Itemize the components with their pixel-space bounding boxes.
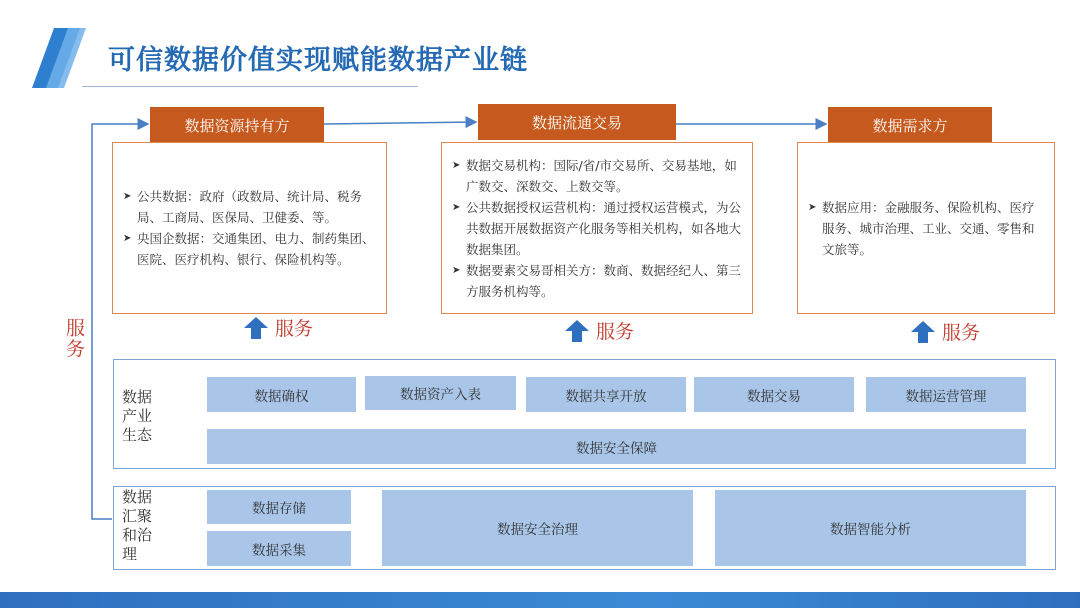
holder-item-soe: ➤ 央国企数据：交通集团、电力、制药集团、医院、医疗机构、银行、保险机构等。 — [123, 228, 376, 270]
holder-list — [123, 186, 376, 270]
exchange-item-institutions: ➤ 数据交易机构：国际/省/市交易所、交易基地，如广数交、深数交、上数交等。 — [452, 155, 742, 197]
demand-list — [808, 197, 1044, 260]
exchange-box — [441, 142, 753, 314]
bottom-bar — [0, 592, 1080, 608]
eco-item-trading: 数据交易 — [694, 377, 854, 412]
gov-analysis: 数据智能分析 — [715, 490, 1026, 566]
exchange-list — [452, 155, 742, 302]
up-arrow-icon — [243, 316, 269, 340]
service-label: 服务 — [275, 318, 314, 340]
holder-header: 数据资源持有方 — [150, 107, 324, 143]
side-service-label: 服务 — [63, 318, 85, 360]
exchange-item-parties: ➤ 数据要素交易哥相关方：数商、数据经纪人、第三方服务机构等。 — [452, 260, 742, 302]
service-demand — [910, 318, 980, 345]
demand-item-applications: ➤ 数据应用：金融服务、保险机构、医疗服务、城市治理、工业、交通、零售和文旅等。 — [808, 197, 1044, 260]
gov-collection: 数据采集 — [207, 531, 351, 566]
ecosystem-label: 数据产业生态 — [122, 388, 153, 444]
flow-arrow-1 — [324, 122, 476, 124]
eco-item-rights: 数据确权 — [207, 377, 356, 412]
up-arrow-icon — [910, 320, 936, 344]
eco-item-operations: 数据运营管理 — [866, 377, 1026, 412]
holder-box — [112, 142, 387, 314]
service-label: 服务 — [596, 321, 635, 343]
eco-item-sharing: 数据共享开放 — [526, 377, 686, 412]
service-holder — [243, 314, 313, 341]
page-title: 可信数据价值实现赋能数据产业链 — [108, 45, 528, 76]
demand-header: 数据需求方 — [828, 107, 992, 143]
gov-storage: 数据存储 — [207, 490, 351, 524]
governance-label: 数据汇聚和治理 — [122, 488, 153, 563]
service-exchange — [564, 317, 634, 344]
exchange-item-operators: ➤ 公共数据授权运营机构：通过授权运营模式，为公共数据开展数据资产化服务等相关机构，如各地大数据集团。 — [452, 197, 742, 260]
exchange-header: 数据流通交易 — [478, 104, 676, 140]
holder-item-public: ➤ 公共数据：政府（政数局、统计局、税务局、工商局、医保局、卫健委、等。 — [123, 186, 376, 228]
eco-item-assets: 数据资产入表 — [365, 376, 516, 410]
service-label: 服务 — [942, 322, 981, 344]
up-arrow-icon — [564, 319, 590, 343]
demand-box — [797, 142, 1055, 314]
gov-security: 数据安全治理 — [382, 490, 693, 566]
eco-security: 数据安全保障 — [207, 429, 1026, 464]
